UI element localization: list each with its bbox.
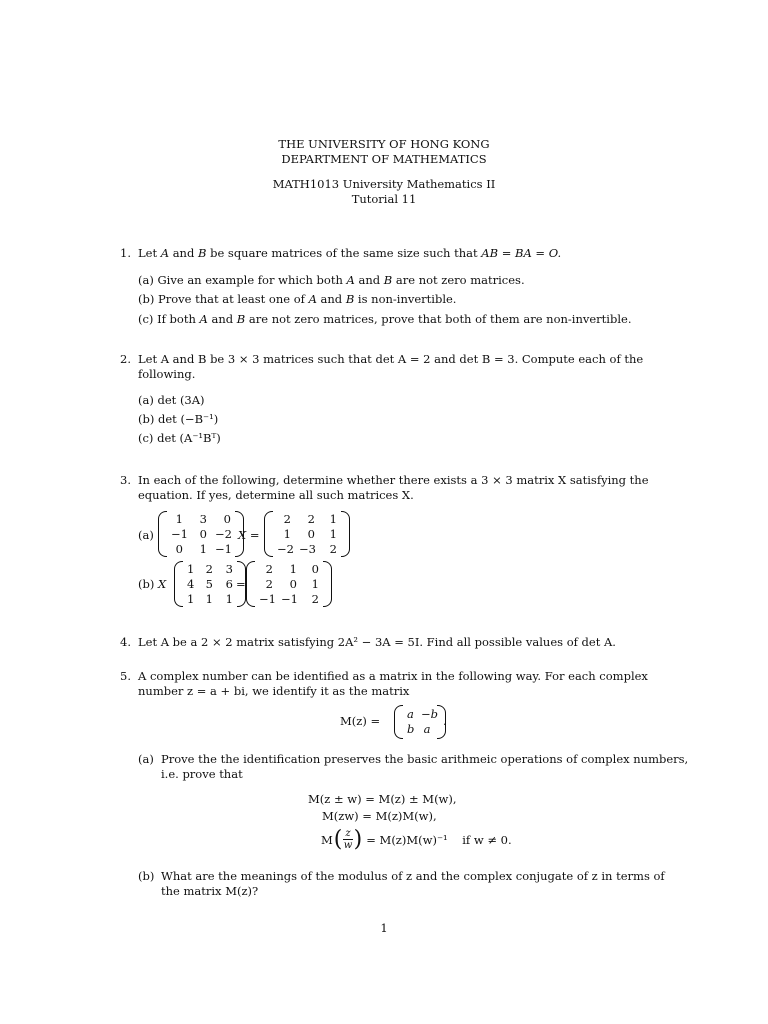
q5-mz-matrix: a −b b a xyxy=(394,705,446,739)
q3-stem-line1: In each of the following, determine whether there exists a 3 × 3 matrix X satisfying the xyxy=(138,473,649,487)
q5-part-a-label: (a) xyxy=(138,752,154,766)
q5-matrix-period: . xyxy=(443,714,447,728)
q5-stem-line2: number z = a + bi, we identify it as the matrix xyxy=(138,684,410,698)
q4-text: Let A be a 2 × 2 matrix satisfying 2A² − 3A = 5I. Find all possible values of det A. xyxy=(138,635,616,649)
q3-part-b-label: (b) X xyxy=(138,577,167,591)
q1-part-a: (a) Give an example for which both A and B are not zero matrices. xyxy=(138,273,525,287)
q5-part-a-line1: Prove the the identification preserves the basic arithmeic operations of complex numbers, xyxy=(161,752,689,766)
q5-part-b-line2: the matrix M(z)? xyxy=(161,884,259,898)
q4-number: 4. xyxy=(120,635,131,649)
q2-stem-line1: Let A and B be 3 × 3 matrices such that det A = 2 and det B = 3. Compute each of the xyxy=(138,352,644,366)
q2-part-b: (b) det (−B⁻¹) xyxy=(138,412,219,426)
q5-mz-label: M(z) = xyxy=(340,714,381,728)
q5-part-b-label: (b) xyxy=(138,869,155,883)
university-title: THE UNIVERSITY OF HONG KONG xyxy=(278,137,490,151)
q3-part-a-label: (a) xyxy=(138,528,154,542)
q3a-left-matrix: 1 3 0 −1 0 −2 0 1 −1 xyxy=(158,511,244,557)
q2-part-c: (c) det (A⁻¹Bᵀ) xyxy=(138,431,221,445)
q3a-right-matrix: 2 2 1 1 0 1 −2 −3 2 xyxy=(264,511,350,557)
q1-number: 1. xyxy=(120,246,131,260)
q5-number: 5. xyxy=(120,669,131,683)
q3a-equation-x: X = xyxy=(238,528,260,542)
department-title: DEPARTMENT OF MATHEMATICS xyxy=(281,152,487,166)
q3b-right-matrix: 2 1 0 2 0 1 −1 −1 2 xyxy=(246,561,332,607)
tutorial-title: Tutorial 11 xyxy=(351,192,417,206)
q2-part-a: (a) det (3A) xyxy=(138,393,205,407)
page-number: 1 xyxy=(380,921,388,935)
q3b-left-matrix: 1 2 3 4 5 6 1 1 1 xyxy=(174,561,246,607)
q3-number: 3. xyxy=(120,473,131,487)
q5-stem-line1: A complex number can be identified as a matrix in the following way. For each complex xyxy=(138,669,648,683)
q5-part-b-line1: What are the meanings of the modulus of z and the complex conjugate of z in terms of xyxy=(161,869,665,883)
q1-stem: Let A and B be square matrices of the same size such that AB = BA = O. xyxy=(138,246,562,260)
q2-stem-line2: following. xyxy=(138,367,196,381)
q3-stem-line2: equation. If yes, determine all such matrices X. xyxy=(138,488,414,502)
q5-quotient-fraction: $\frac{z}{w}$ xyxy=(343,828,353,851)
course-title: MATH1013 University Mathematics II xyxy=(272,177,496,191)
q1-part-b: (b) Prove that at least one of A and B is non-invertible. xyxy=(138,292,457,306)
q3b-equals: = xyxy=(236,577,246,591)
q2-number: 2. xyxy=(120,352,131,366)
q5-eq-product: M(zw) = M(z)M(w), xyxy=(322,809,437,823)
q1-part-c: (c) If both A and B are not zero matrices, prove that both of them are non-invertible. xyxy=(138,312,632,326)
q5-eq-sum: M(z ± w) = M(z) ± M(w), xyxy=(308,792,457,806)
q5-eq-quotient: M ( $\frac{z}{w}$ ) = M(z)M(w)⁻¹ if w ≠ 0. xyxy=(321,826,512,852)
q5-part-a-line2: i.e. prove that xyxy=(161,767,243,781)
